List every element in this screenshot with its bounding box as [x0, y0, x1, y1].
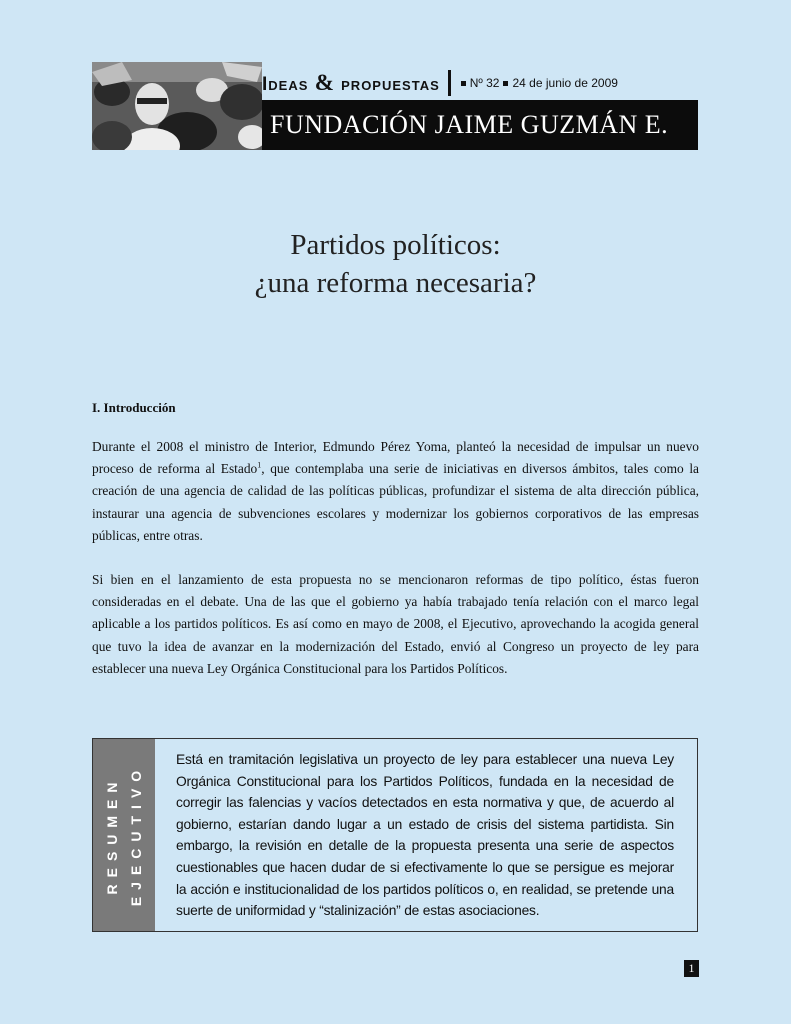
summary-tab	[93, 739, 155, 931]
organization-name: FUNDACIÓN JAIME GUZMÁN E.	[262, 100, 698, 150]
section-heading: I. Introducción	[92, 400, 176, 415]
issue-number: Nº 32	[469, 76, 500, 90]
series-title: Ideas & propuestas	[262, 70, 440, 95]
document-title	[0, 226, 791, 302]
header-photo	[92, 62, 262, 150]
series-line	[262, 68, 698, 98]
title-line-2: ¿una reforma necesaria?	[254, 267, 537, 299]
title-line-1: Partidos políticos:	[290, 229, 501, 261]
masthead	[92, 62, 698, 150]
separator-bar	[448, 70, 451, 96]
issue-date: 24 de junio de 2009	[512, 76, 618, 90]
summary-label: RESUMEN EJECUTIVO	[104, 763, 144, 907]
summary-text: Está en tramitación legislativa un proyecto de ley para establecer una nueva Ley Orgánica Constitucional para los Partidos Políticos, fundada en la necesidad de corregir las falencias y vacíos detectados en esta normativa y que, de acuerdo al gobierno, estarían dando lugar a un estado de crisis del sistema partidista. Sin embargo, la revisión en detalle de la propuesta presenta una serie de aspectos cuestionables que hacen dudar de si efectivamente lo que se persigue es mejorar la acción e institucionalidad de los partidos políticos o, en realidad, se pretende una suerte de uniformidad y “stalinización” de estas asociaciones.	[176, 752, 674, 919]
footnote-mark[interactable]: 1	[257, 460, 262, 470]
issue-info	[457, 76, 618, 90]
executive-summary-box	[92, 738, 698, 932]
paragraph-2: Si bien en el lanzamiento de esta propuesta no se mencionaron reformas de tipo político, éstas fueron consideradas en el debate. Una de las que el gobierno ya había trabajado tenía relación con el marco legal aplicable a los partidos políticos. Es así como en mayo de 2008, el Ejecutivo, aprovechando la acogida general que tuvo la idea de avanzar en la modernización del Estado, envió al Congreso un proyecto de ley para establecer una nueva Ley Orgánica Constitucional para los Partidos Políticos.	[92, 572, 699, 676]
page-number: 1	[684, 960, 699, 977]
paragraph-1: Durante el 2008 el ministro de Interior, Edmundo Pérez Yoma, planteó la necesidad de impulsar un nuevo proceso de reforma al Estado$^1$, que contemplaba una serie de iniciativas en diversos ámbitos, tales como la creación de una agencia de calidad de las políticas públicas, profundizar el sistema de alta dirección pública, instaurar una agencia de subvenciones escolares y modernizar los gobiernos corporativos de las empresas públicas, entre otras.	[92, 439, 699, 543]
